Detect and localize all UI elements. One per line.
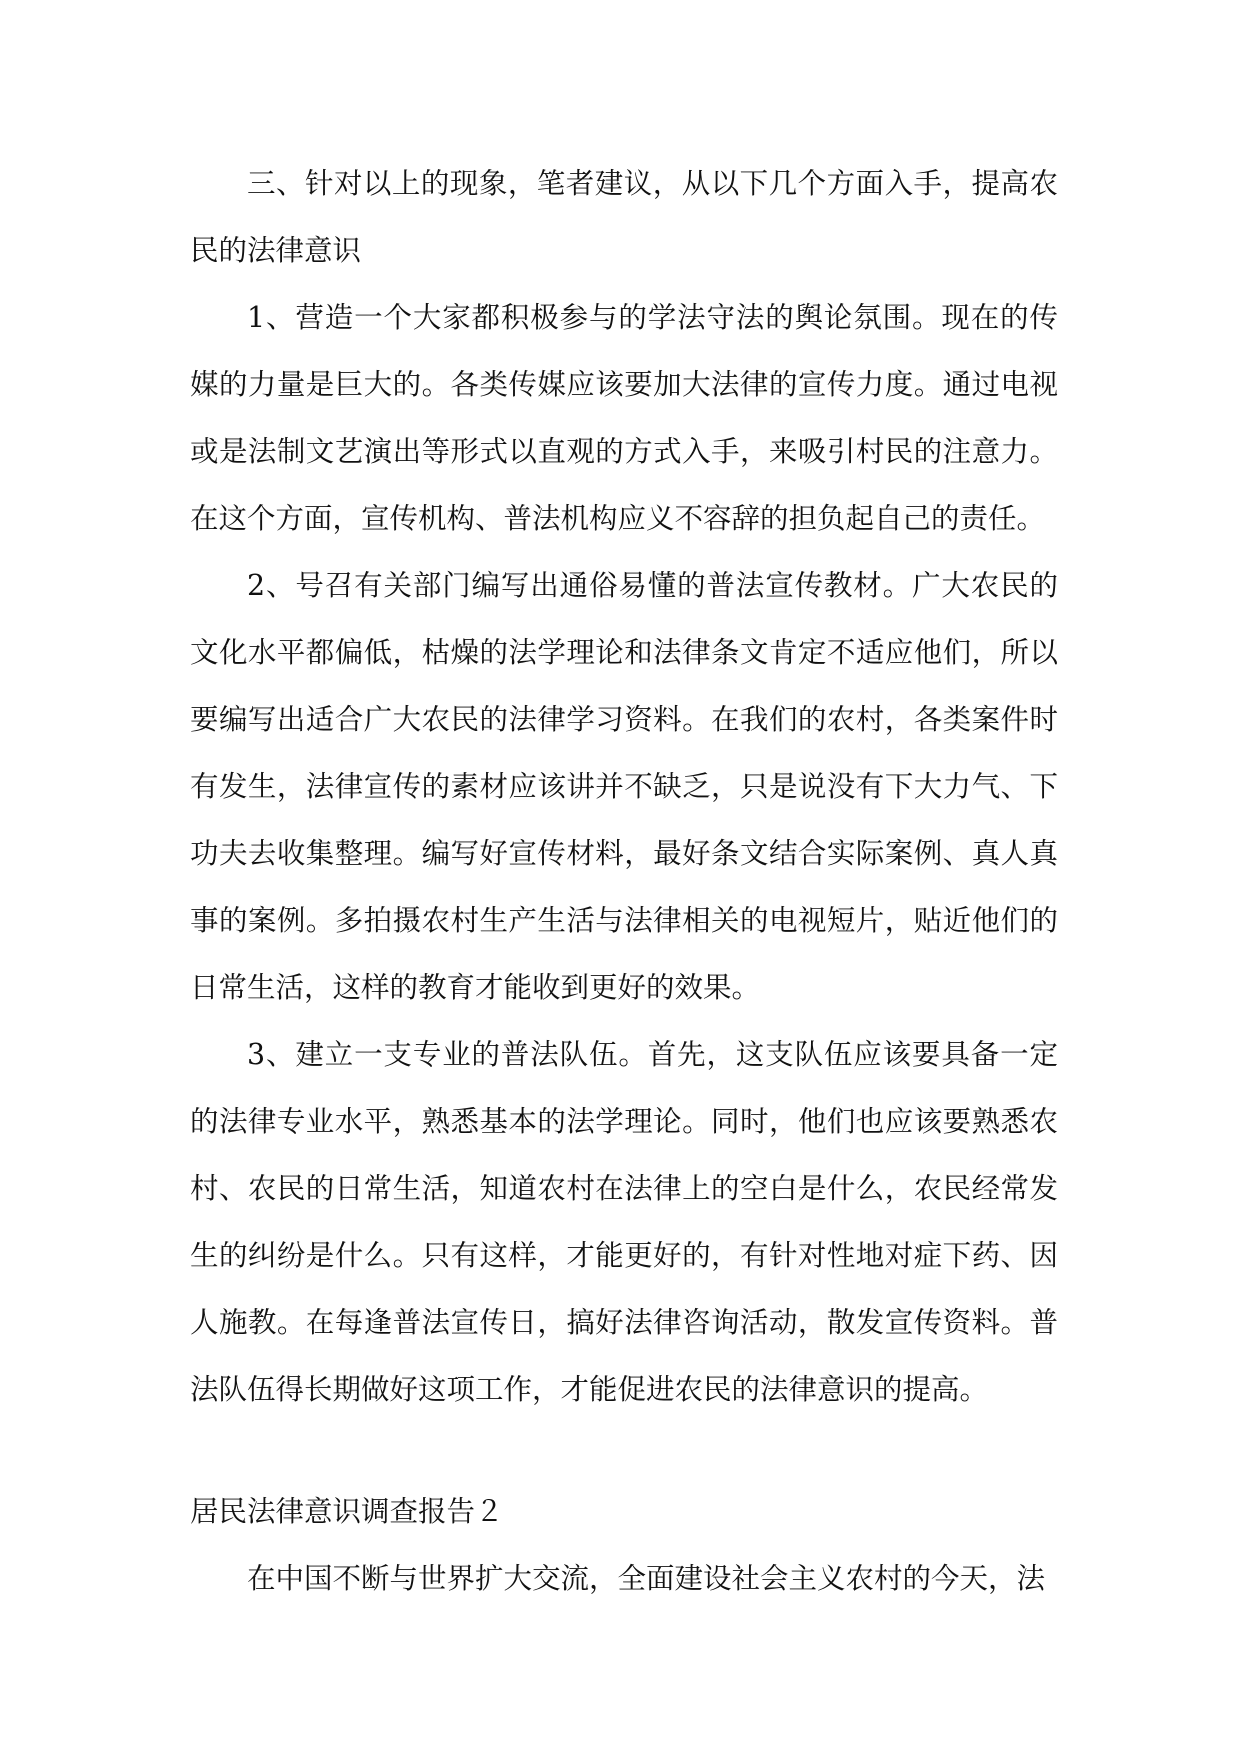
paragraph-point-2: 2、号召有关部门编写出通俗易懂的普法宣传教材。广大农民的文化水平都偏低，枯燥的法学理论和法律条文肯定不适应他们，所以要编写出适合广大农民的法律学习资料。在我们的农村，各类案件时有发生，法律宣传的素材应该讲并不缺乏，只是说没有下大力气、下功夫去收集整理。编写好宣传材料，最好条文结合实际案例、真人真事的案例。多拍摄农村生产生活与法律相关的电视短片，贴近他们的日常生活，这样的教育才能收到更好的效果。 xyxy=(190,569,1058,1004)
paragraph-section-2-start: 在中国不断与世界扩大交流，全面建设社会主义农村的今天，法 xyxy=(247,1562,1046,1595)
paragraph-point-3: 3、建立一支专业的普法队伍。首先，这支队伍应该要具备一定的法律专业水平，熟悉基本的法学理论。同时，他们也应该要熟悉农村、农民的日常生活，知道农村在法律上的空白是什么，农民经常发生的纠纷是什么。只有这样，才能更好的，有针对性地对症下药、因人施教。在每逢普法宣传日，搞好法律咨询活动，散发宣传资料。普法队伍得长期做好这项工作，才能促进农民的法律意识的提高。 xyxy=(190,1038,1058,1406)
section-title: 居民法律意识调查报告２ xyxy=(190,1495,504,1528)
section-spacer xyxy=(190,1423,1058,1478)
document-page xyxy=(190,150,1058,1612)
paragraph-point-1: 1、营造一个大家都积极参与的学法守法的舆论氛围。现在的传媒的力量是巨大的。各类传媒应该要加大法律的宣传力度。通过电视或是法制文艺演出等形式以直观的方式入手，来吸引村民的注意力。在这个方面，宣传机构、普法机构应义不容辞的担负起自己的责任。 xyxy=(190,301,1058,535)
paragraph-intro: 三、针对以上的现象，笔者建议，从以下几个方面入手，提高农民的法律意识 xyxy=(190,167,1058,267)
